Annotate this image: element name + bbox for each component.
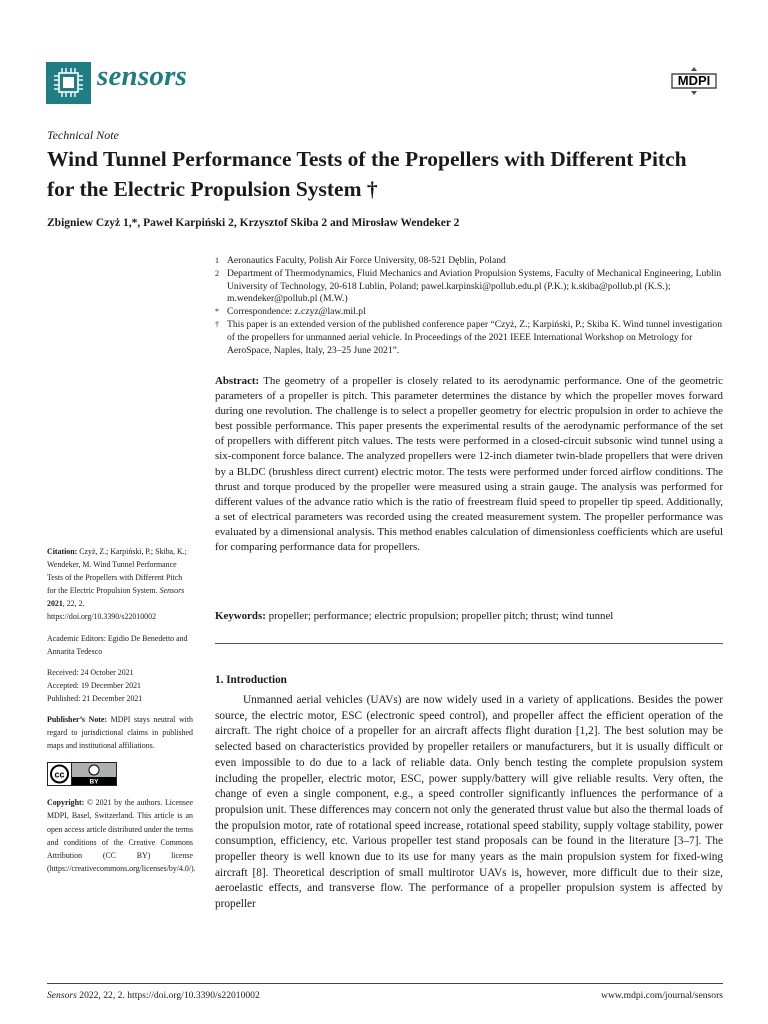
- affiliation-mark: †: [215, 319, 219, 329]
- cc-by-text: BY: [89, 778, 99, 786]
- publisher-note-label: Publisher’s Note:: [47, 715, 108, 725]
- affiliation-item: [215, 268, 725, 306]
- copyright-text: © 2021 by the authors. Licensee MDPI, Basel, Switzerland. This article is an open access article distributed under the terms and conditions of the Creative Commons Attribution (CC BY) license (https://creativecommons.org/licenses/by/4.0/).: [47, 798, 196, 873]
- abstract: [215, 374, 723, 555]
- footer-divider: [47, 983, 723, 984]
- footer-journal: Sensors: [47, 990, 77, 1001]
- citation-year: 2021: [47, 599, 63, 609]
- copyright-label: Copyright:: [47, 798, 85, 808]
- cc-badge-text: cc: [54, 769, 65, 780]
- journal-name: sensors: [97, 60, 188, 92]
- citation-volume: , 22, 2.: [62, 599, 85, 609]
- author-list: Zbigniew Czyż 1,*, Paweł Karpiński 2, Krzysztof Skiba 2 and Mirosław Wendeker 2: [47, 217, 460, 229]
- received-date: Received: 24 October 2021: [47, 667, 134, 677]
- sensors-logo-icon: [46, 62, 91, 104]
- publisher-name: MDPI: [677, 73, 711, 88]
- citation-journal: Sensors: [159, 586, 185, 596]
- conference-note: [215, 319, 725, 357]
- affiliation-text: Aeronautics Faculty, Polish Air Force University, 08-521 Dęblin, Poland: [227, 255, 506, 266]
- abstract-label: Abstract:: [215, 375, 260, 387]
- accepted-date: Accepted: 19 December 2021: [47, 680, 141, 690]
- affiliation-text: Department of Thermodynamics, Fluid Mechanics and Aviation Propulsion Systems, Faculty of Mechanical Engineering, Lublin University of Technology, 20-618 Lublin, Poland; pawel.karpinski@pollub.edu.pl (P.K.); k.skiba@pollub.pl (K.S.); m.wendeker@pollub.pl (M.W.): [227, 267, 722, 305]
- abstract-text: The geometry of a propeller is closely related to its aerodynamic performance. One of the geometric parameters of a propeller is pitch. This parameter determines the distance by which the propeller moves forward during one revolution. The challenge is to select a propeller geometry for electric propulsion in order to achieve the best possible performance. This paper presents the experimental results of the aerodynamic performance of the set of propellers with different pitch values. The tests were performed in a closed-circuit subsonic wind tunnel using a six-component force balance. The analyzed propellers were 12-inch diameter twin-blade propellers that were driven by a BLDC (brushless direct current) electric motor. The tests were performed under forced airflow conditions. The thrust and torque produced by the propeller were measured using a strain gauge. The analysis was performed for different values of the advance ratio which is the ratio of freestream fluid speed to propeller tip speed. Additionally, a set of electrical parameters was recorded using the created measurement system. The propeller performance was evaluated by a dimensional analysis. This method enables calculation of dimensionless coefficients which are useful for comparing performance data for propellers.: [215, 375, 723, 554]
- affiliation-mark: *: [215, 307, 219, 317]
- citation-text: Czyż, Z.; Karpiński, P.; Skiba, K.; Wendeker, M. Wind Tunnel Performance Tests of the Propellers with Different Pitch for the Electric Propulsion System.: [47, 547, 187, 596]
- correspondence: [215, 306, 725, 319]
- affiliation-mark: 2: [215, 268, 219, 278]
- footer-citation: [47, 990, 260, 1001]
- cc-by-license-icon[interactable]: [47, 762, 117, 786]
- affiliation-text: This paper is an extended version of the published conference paper “Czyż, Z.; Karpiński, P.; Skiba K. Wind tunnel investigation of the propellers for unmanned aerial vehicle. In Proceedings of the 2021 IEEE International Workshop on Metrology for AeroSpace, Naples, Italy, 23–25 June 2021”.: [227, 318, 722, 356]
- keywords-label: Keywords:: [215, 610, 266, 622]
- affiliation-item: [215, 255, 725, 268]
- section-divider: [215, 643, 723, 644]
- citation-label: Citation:: [47, 547, 78, 556]
- article-type: Technical Note: [47, 128, 119, 142]
- publisher-note-text: MDPI stays neutral with regard to jurisdictional claims in published maps and institutional affiliations.: [47, 715, 193, 751]
- footer-journal-url[interactable]: www.mdpi.com/journal/sensors: [601, 990, 723, 1001]
- keywords-text: propeller; performance; electric propulsion; propeller pitch; thrust; wind tunnel: [268, 610, 614, 622]
- affiliation-text: Correspondence: z.czyz@law.mil.pl: [227, 306, 366, 318]
- citation-doi-link[interactable]: https://doi.org/10.3390/s22010002: [47, 612, 157, 622]
- citation: [47, 545, 193, 624]
- introduction-text: Unmanned aerial vehicles (UAVs) are now widely used in a variety of applications. Besides the power source, the electric motor, ESC (electronic speed control), and propeller affect the efficient operation of the aircraft. The right choice of a propeller for an aircraft affects flight duration [1,2]. The best solution may be selected based on characteristics provided by propeller retailers or manufacturers, but it is usually difficult or even impossible to do due to a lack of reliable data. Only bench testing the complete propulsion system including the propeller, electric motor, ESC, power supply/battery will give reliable results. Very often, the change of even a single component, e.g., a speed controller significantly influences the performance of a propulsion unit. These differences may concern not only the generated thrust value but also the thermal loads of the propulsion motor, rate of rotational speed increase, rotational speed stability, supply voltage stability, power consumption, efficiency, etc. Various propeller test stand proposals can be found in the literature [3–7]. The propeller theory is well known due to its use for many years as the main propulsion system for fixed-wing aircraft [8]. Theoretical description of small multirotor UAVs is, however, more difficult due to their size, aeroelastic effects, and transverse flow. The performance of a propeller propulsion system is affected by propeller: [215, 694, 723, 911]
- article-title: Wind Tunnel Performance Tests of the Propellers with Different Pitch for the Electric Propulsion System †: [47, 147, 687, 201]
- published-date: Published: 21 December 2021: [47, 693, 143, 703]
- affiliations: [215, 255, 725, 357]
- affiliation-mark: 1: [215, 256, 219, 265]
- section-heading: 1. Introduction: [215, 674, 287, 686]
- academic-editors: Academic Editors: Egidio De Benedetto and Annarita Tedesco: [47, 633, 188, 656]
- keywords: [215, 610, 723, 622]
- copyright: [47, 796, 196, 875]
- mdpi-logo-icon: [668, 66, 720, 96]
- sidebar: [47, 545, 196, 875]
- publisher-note: [47, 713, 193, 752]
- footer-citation-rest: 2022, 22, 2. https://doi.org/10.3390/s22010002: [79, 990, 260, 1001]
